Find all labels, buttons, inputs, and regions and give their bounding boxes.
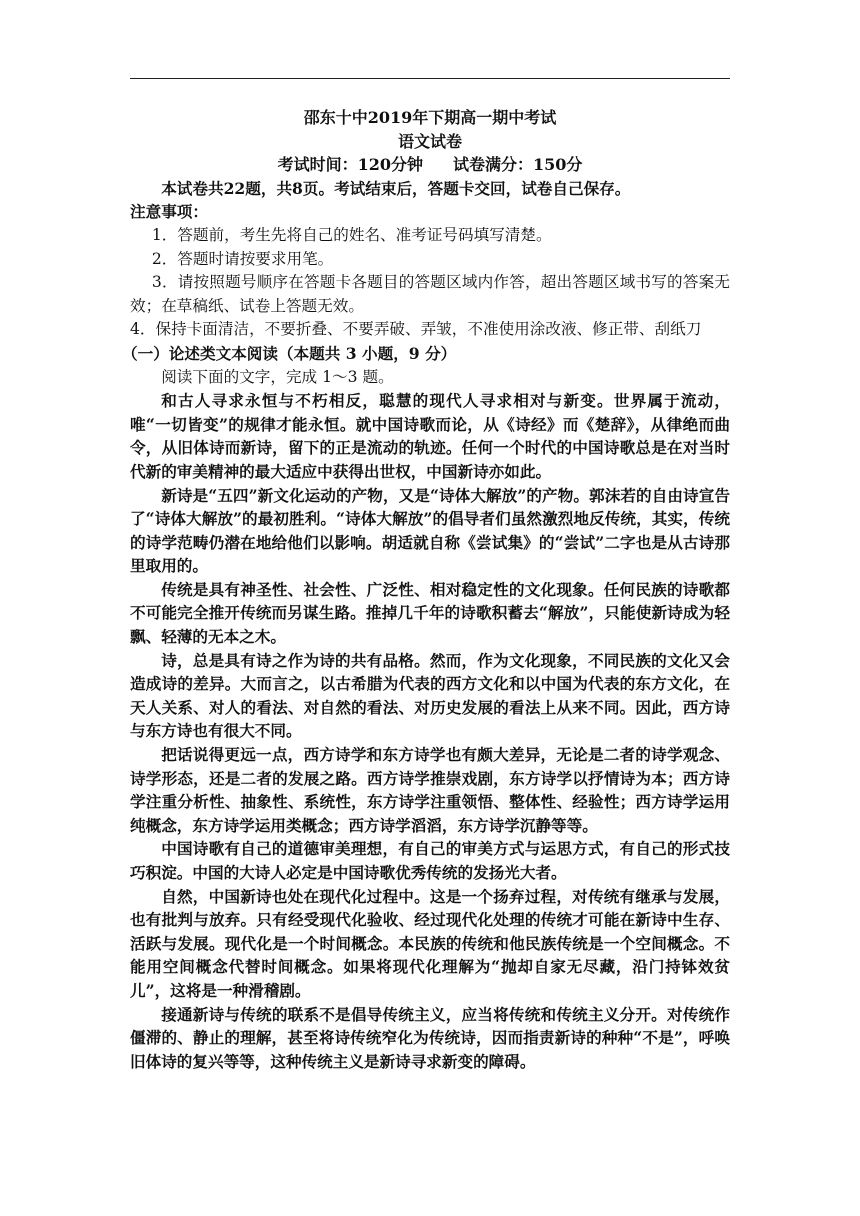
passage-paragraph: 新诗是“五四”新文化运动的产物，又是“诗体大解放”的产物。郭沫若的自由诗宣告了“诗体大解放”的最初胜利。“诗体大解放”的倡导者们虽然激烈地反传统，其实，传统的诗学范畴仍潜在地给他们以影响。胡适就自称《尝试集》的“尝试”二字也是从古诗那里取用的。 <box>130 485 730 576</box>
passage-paragraph: 中国诗歌有自己的道德审美理想，有自己的审美方式与运思方式，有自己的形式技巧积淀。中国的大诗人必定是中国诗歌优秀传统的发扬光大者。 <box>130 839 730 882</box>
passage-paragraph: 和古人寻求永恒与不朽相反，聪慧的现代人寻求相对与新变。世界属于流动，唯“一切皆变”的规律才能永恒。就中国诗歌而论，从《诗经》而《楚辞》，从律绝而曲令，从旧体诗而新诗，留下的正是流动的轨迹。任何一个时代的中国诗歌总是在对当时代新的审美精神的最大适应中获得出世权，中国新诗亦如此。 <box>130 391 730 481</box>
page-content <box>122 106 730 1073</box>
section-instruction: 阅读下面的文字，完成 1～3 题。 <box>161 367 394 386</box>
passage-paragraph: 把话说得更远一点，西方诗学和东方诗学也有颇大差异，无论是二者的诗学观念、诗学形态，还是二者的发展之路。西方诗学推崇戏剧，东方诗学以抒情诗为本；西方诗学注重分析性、抽象性、系统性，东方诗学注重领悟、整体性、经验性；西方诗学运用纯概念，东方诗学运用类概念；西方诗学滔滔，东方诗学沉静等等。 <box>130 745 730 835</box>
exam-time: 考试时间：120分钟 <box>277 155 423 175</box>
passage-paragraph: 接通新诗与传统的联系不是倡导传统主义，应当将传统和传统主义分开。对传统作僵滞的、静止的理解，甚至将诗传统窄化为传统诗，因而指责新诗的种种“不是”，呼唤旧体诗的复兴等等，这种传统主义是新诗寻求新变的障碍。 <box>130 1004 730 1071</box>
header-rule <box>130 78 730 79</box>
exam-info <box>130 153 730 177</box>
passage-paragraph: 自然，中国新诗也处在现代化过程中。这是一个扬弃过程，对传统有继承与发展，也有批判与放弃。只有经受现代化验收、经过现代化处理的传统才可能在新诗中生存、活跃与发展。现代化是一个时间概念。本民族的传统和他民族传统是一个空间概念。不能用空间概念代替时间概念。如果将现代化理解为“抛却自家无尽藏，沿门持钵效贫儿”，这将是一种滑稽剧。 <box>130 886 730 1000</box>
note-item: 1．答题前，考生先将自己的姓名、准考证号码填写清楚。 <box>151 225 552 244</box>
passage-paragraph: 诗，总是具有诗之作为诗的共有品格。然而，作为文化现象，不同民族的文化又会造成诗的差异。大而言之，以古希腊为代表的西方文化和以中国为代表的东方文化，在天人关系、对人的看法、对自然的看法、对历史发展的看法上从来不同。因此，西方诗与东方诗也有很大不同。 <box>130 650 730 741</box>
notes-title: 注意事项： <box>130 202 208 222</box>
exam-score: 试卷满分：150分 <box>453 155 583 175</box>
exam-subtitle: 语文试卷 <box>397 131 462 151</box>
passage-paragraph: 传统是具有神圣性、社会性、广泛性、相对稳定性的文化现象。任何民族的诗歌都不可能完全推开传统而另谋生路。推掉几千年的诗歌积蓄去“解放”，只能使新诗成为轻飘、轻薄的无本之木。 <box>130 579 730 647</box>
section-title: （一）论述类文本阅读（本题共 3 小题，9 分） <box>122 343 457 363</box>
note-item: 4．保持卡面清洁，不要折叠、不要弄破、弄皱，不准使用涂改液、修正带、刮纸刀 <box>130 320 702 339</box>
note-item: 3．请按照题号顺序在答题卡各题目的答题区域内作答，超出答题区域书写的答案无效；在草稿纸、试卷上答题无效。 <box>130 273 730 315</box>
exam-title: 邵东十中2019年下期高一期中考试 <box>303 108 557 127</box>
exam-intro: 本试卷共22题，共8页。考试结束后，答题卡交回，试卷自己保存。 <box>161 178 631 198</box>
note-item: 2．答题时请按要求用笔。 <box>151 249 334 268</box>
